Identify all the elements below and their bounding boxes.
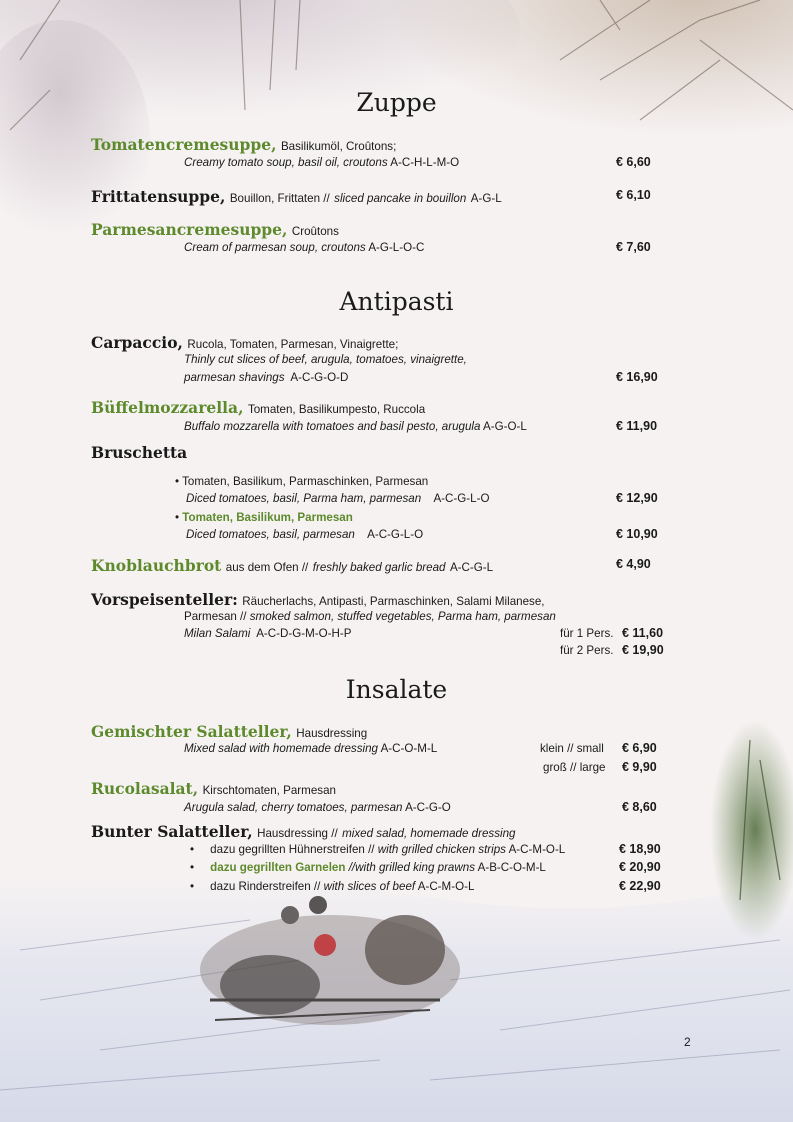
dish-name: Gemischter Salatteller, (91, 722, 292, 741)
dish-name: Frittatensuppe, (91, 187, 226, 206)
menu-item-frittatensuppe: Frittatensuppe, Bouillon, Frittaten // sliced pancake in bouillon A-G-L (91, 187, 502, 206)
size-label: klein // small (540, 742, 604, 755)
price: € 9,90 (622, 760, 657, 774)
dish-desc-en: Buffalo mozzarella with tomatoes and basil pesto, arugula A-G-O-L (184, 420, 527, 433)
menu-item-carpaccio: Carpaccio, Rucola, Tomaten, Parmesan, Vinaigrette; (91, 333, 399, 352)
menu-item-bunter-salatteller: Bunter Salatteller, Hausdressing // mixed salad, homemade dressing (91, 822, 516, 841)
salad-option-chicken: • dazu gegrillten Hühnerstreifen // with grilled chicken strips A-C-M-O-L (190, 843, 566, 856)
price: € 11,90 (616, 419, 658, 433)
size-label: groß // large (543, 761, 606, 774)
dish-desc-en: Cream of parmesan soup, croutons A-G-L-O-C (184, 241, 425, 254)
portion-label: für 2 Pers. (560, 644, 614, 657)
dish-name: Bunter Salatteller, (91, 822, 253, 841)
dish-name: Vorspeisenteller: (91, 590, 238, 609)
menu-item-tomatencremesuppe (91, 135, 396, 155)
section-title-insalate: Insalate (345, 675, 448, 704)
salad-option-prawns: • dazu gegrillten Garnelen //with grilled king prawns A-B-C-O-M-L (190, 861, 546, 874)
dish-desc-en: Mixed salad with homemade dressing A-C-O-M-L (184, 742, 438, 755)
dish-desc-en: Thinly cut slices of beef, arugula, tomatoes, vinaigrette, (184, 353, 467, 366)
price: € 19,90 (622, 643, 664, 657)
price: € 8,60 (622, 800, 657, 814)
bruschetta-variant-1: • Tomaten, Basilikum, Parmaschinken, Parmesan (175, 475, 429, 488)
bruschetta-variant-2: • Tomaten, Basilikum, Parmesan (175, 511, 353, 524)
dish-desc-en: Diced tomatoes, basil, Parma ham, parmesan A-C-G-L-O (186, 492, 490, 505)
dish-name: Knoblauchbrot (91, 556, 222, 575)
price: € 16,90 (616, 370, 658, 384)
dish-name: Carpaccio, (91, 333, 183, 352)
dish-name: Rucolasalat, (91, 779, 199, 798)
salad-option-beef: • dazu Rinderstreifen // with slices of beef A-C-M-O-L (190, 880, 475, 893)
menu-item-vorspeisenteller: Vorspeisenteller: Räucherlachs, Antipasti, Parmaschinken, Salami Milanese, (91, 590, 545, 609)
price: € 6,10 (616, 188, 651, 202)
price: € 22,90 (619, 879, 661, 893)
dish-name: Büffelmozzarella, (91, 398, 244, 417)
price: € 20,90 (619, 860, 661, 874)
price: € 18,90 (619, 842, 661, 856)
page-number: 2 (684, 1035, 691, 1049)
price: € 6,90 (622, 741, 657, 755)
menu-item-gemischter-salatteller: Gemischter Salatteller, Hausdressing (91, 722, 368, 741)
dish-desc-en: Arugula salad, cherry tomatoes, parmesan A-C-G-O (184, 801, 451, 814)
section-title-zuppe: Zuppe (356, 88, 437, 117)
menu-item-knoblauchbrot: Knoblauchbrot aus dem Ofen // freshly baked garlic bread A-C-G-L (91, 556, 494, 575)
portion-label: für 1 Pers. (560, 627, 614, 640)
dish-name: Tomatencremesuppe, (91, 135, 277, 154)
dish-name-bruschetta: Bruschetta (91, 443, 188, 462)
price: € 11,60 (622, 626, 664, 640)
dish-desc-en: Milan Salami A-C-D-G-M-O-H-P (184, 627, 352, 640)
dish-desc-en: Diced tomatoes, basil, parmesan A-C-G-L-O (186, 528, 424, 541)
menu-item-bueffelmozzarella: Büffelmozzarella, Tomaten, Basilikumpesto, Ruccola (91, 398, 426, 417)
dish-desc-en: Parmesan // smoked salmon, stuffed vegetables, Parma ham, parmesan (184, 610, 556, 623)
menu-item-parmesancremesuppe: Parmesancremesuppe, Croûtons (91, 220, 339, 239)
price: € 6,60 (616, 155, 651, 169)
price: € 7,60 (616, 240, 651, 254)
dish-desc-en: Creamy tomato soup, basil oil, croutons A-C-H-L-M-O (184, 156, 460, 169)
dish-desc-en: parmesan shavings A-C-G-O-D (184, 371, 349, 384)
dish-name: Parmesancremesuppe, (91, 220, 288, 239)
dish-desc-de: Basilikumöl, Croûtons; (280, 140, 397, 153)
section-title-antipasti: Antipasti (339, 287, 454, 316)
price: € 10,90 (616, 527, 658, 541)
menu-item-rucolasalat: Rucolasalat, Kirschtomaten, Parmesan (91, 779, 336, 798)
price: € 12,90 (616, 491, 658, 505)
price: € 4,90 (616, 557, 651, 571)
